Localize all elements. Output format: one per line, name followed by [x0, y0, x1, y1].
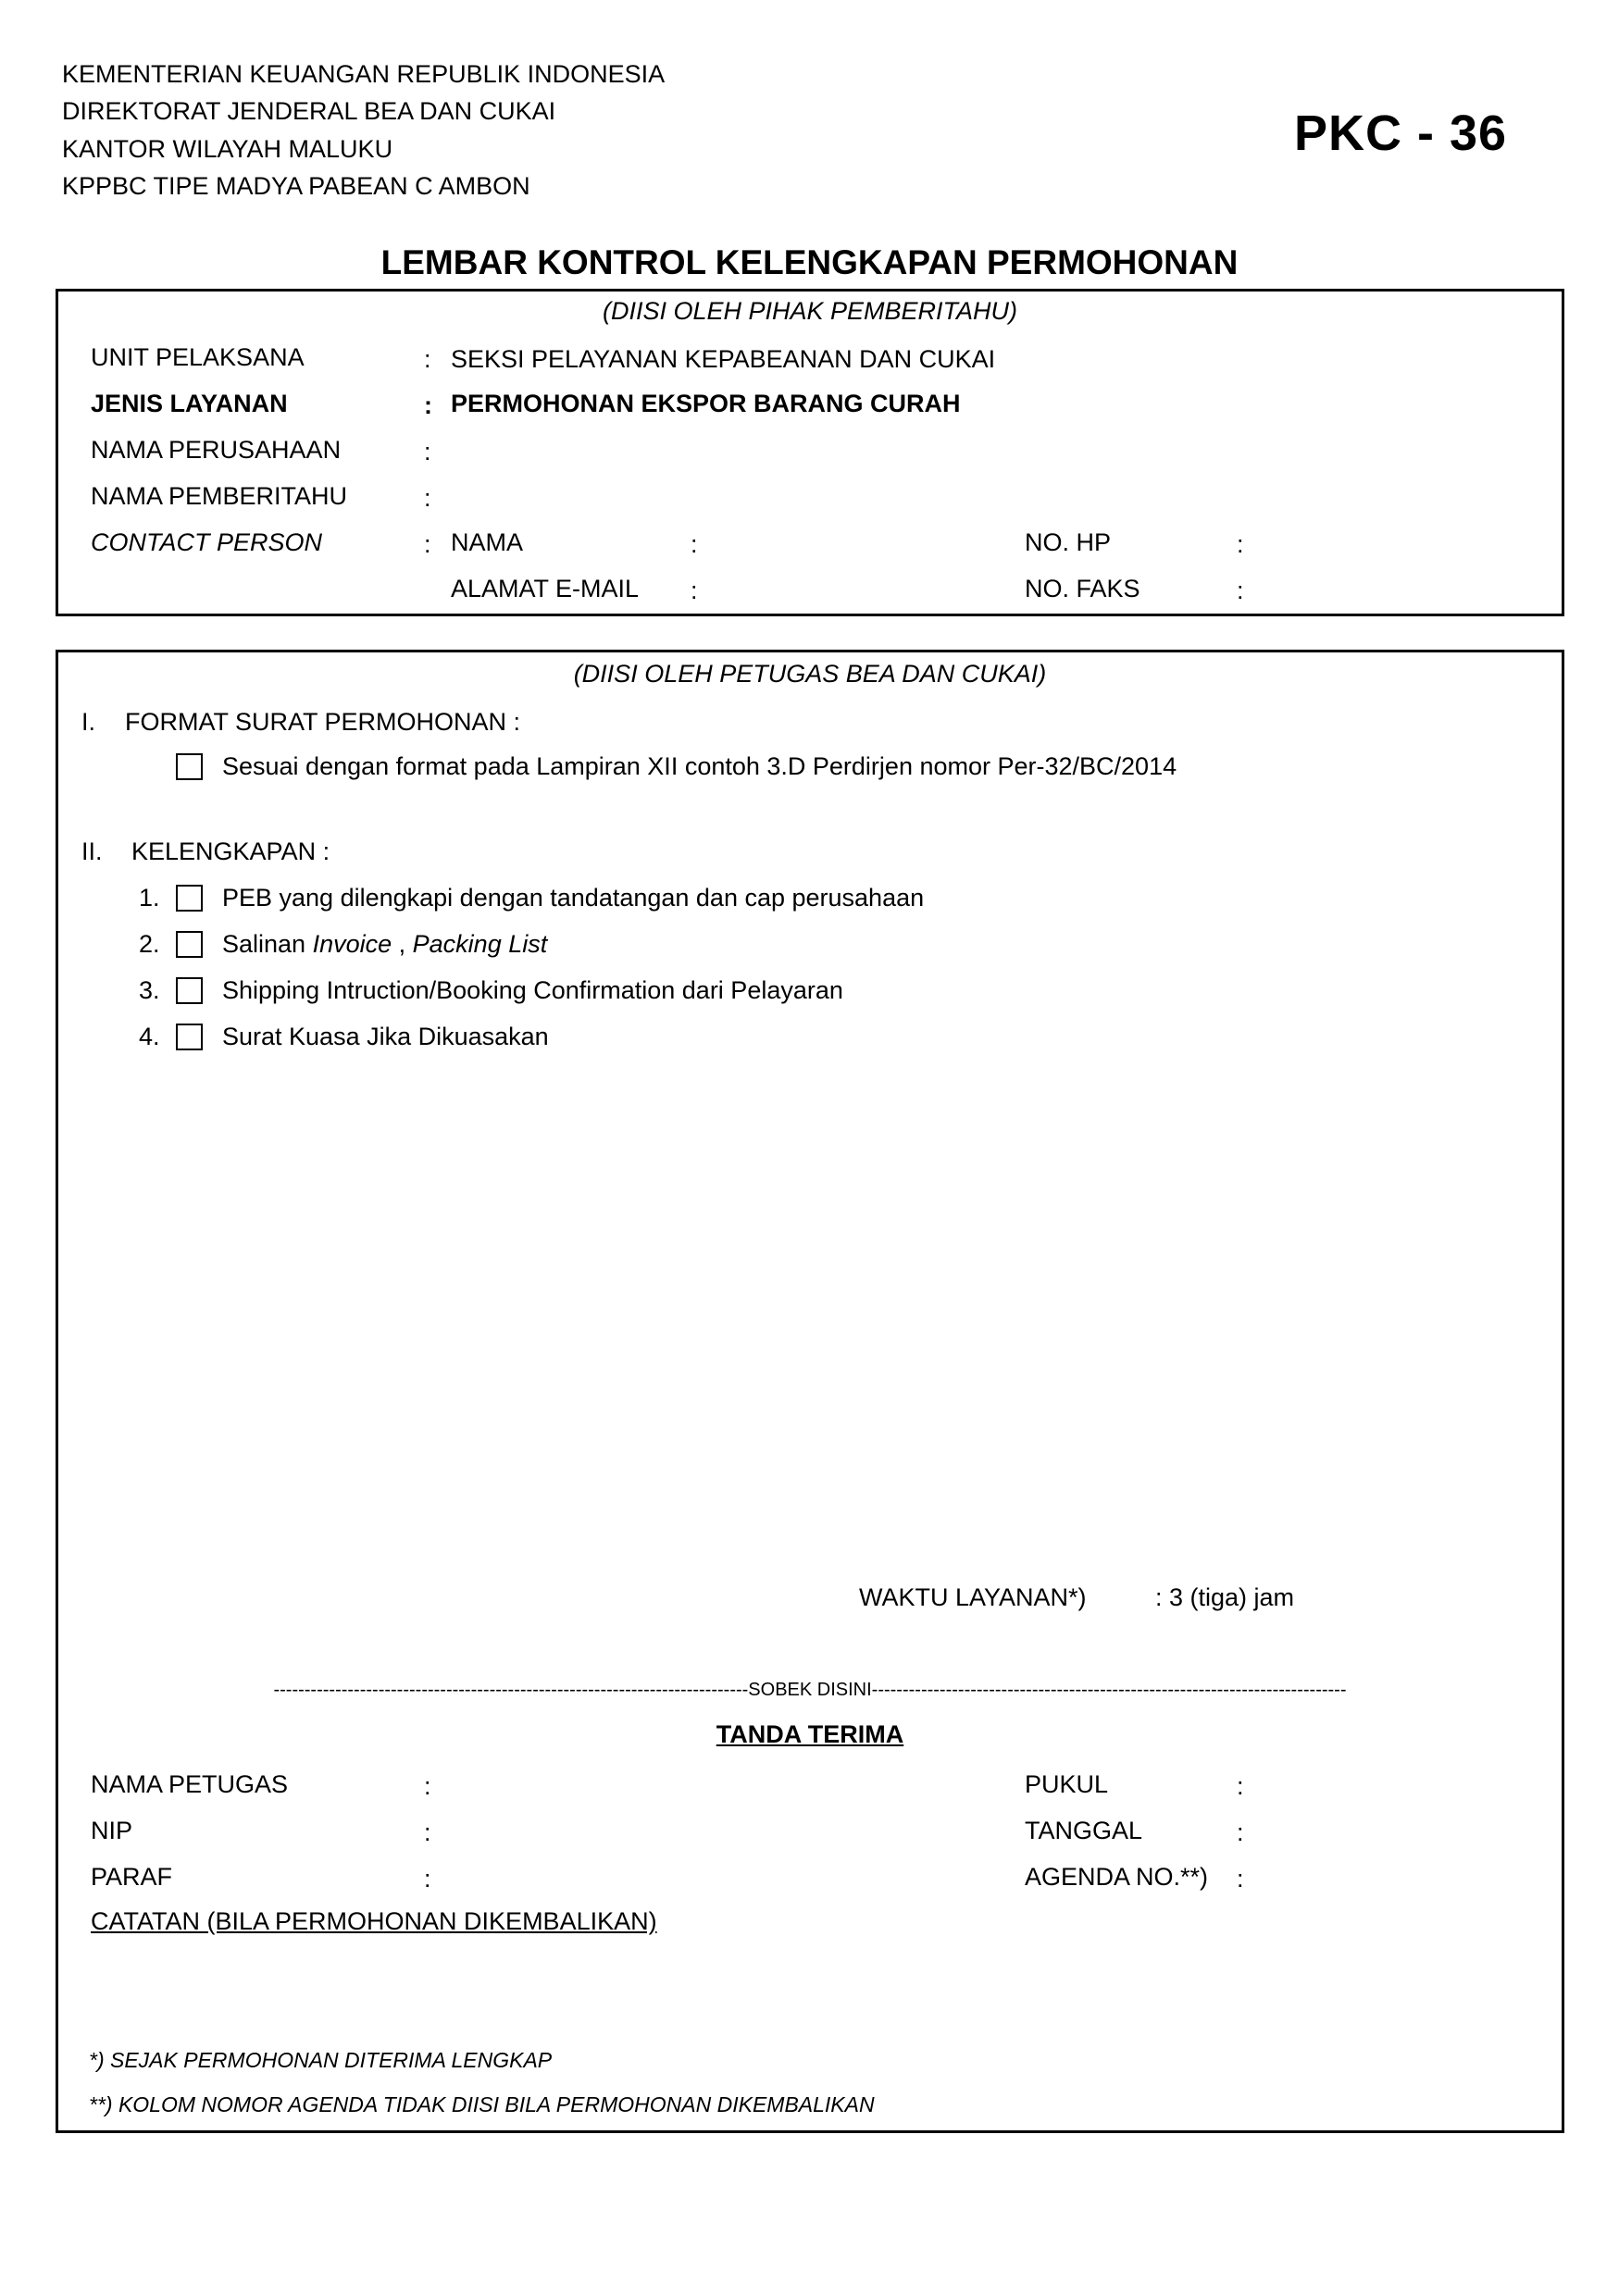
completeness-heading-number: II. [81, 838, 103, 865]
format-checkbox[interactable] [176, 753, 203, 780]
email-colon: : [691, 577, 698, 604]
agenda-number-label: AGENDA NO.**) [1025, 1863, 1209, 1891]
receipt-title: TANDA TERIMA [716, 1720, 904, 1748]
phone-label: NO. HP [1025, 528, 1112, 556]
item-2-checkbox[interactable] [176, 931, 203, 958]
directorate-name: DIREKTORAT JENDERAL BEA DAN CUKAI [62, 97, 556, 125]
contact-person-colon: : [424, 530, 431, 558]
format-item-text: Sesuai dengan format pada Lampiran XII contoh 3.D Perdirjen nomor Per-32/BC/2014 [222, 752, 1177, 780]
format-heading-number: I. [81, 708, 96, 736]
unit-label: UNIT PELAKSANA [91, 343, 305, 371]
office-name: KPPBC TIPE MADYA PABEAN C AMBON [62, 172, 530, 200]
officer-name-colon: : [424, 1772, 431, 1800]
item-4-number: 4. [139, 1023, 160, 1050]
regional-office-name: KANTOR WILAYAH MALUKU [62, 135, 393, 163]
unit-colon: : [424, 345, 431, 373]
officer-section-caption: (DIISI OLEH PETUGAS BEA DAN CUKAI) [573, 660, 1047, 688]
service-time-value: : 3 (tiga) jam [1155, 1583, 1295, 1611]
item-2-text-prefix: Salinan [222, 930, 313, 958]
item-1-number: 1. [139, 884, 160, 912]
time-label: PUKUL [1025, 1770, 1109, 1798]
footnote-1: *) SEJAK PERMOHONAN DITERIMA LENGKAP [89, 2048, 553, 2072]
item-2-text [222, 929, 547, 959]
form-code: PKC - 36 [1294, 105, 1508, 161]
item-3-text: Shipping Intruction/Booking Confirmation dari Pelayaran [222, 976, 843, 1004]
service-time-label: WAKTU LAYANAN*) [859, 1583, 1087, 1611]
item-2-invoice: Invoice [312, 930, 392, 958]
ministry-name: KEMENTERIAN KEUANGAN REPUBLIK INDONESIA [62, 60, 666, 88]
item-2-number: 2. [139, 930, 160, 958]
document-title: LEMBAR KONTROL KELENGKAPAN PERMOHONAN [380, 243, 1239, 281]
email-label: ALAMAT E-MAIL [451, 575, 640, 602]
phone-colon: : [1237, 530, 1244, 558]
date-label: TANGGAL [1025, 1817, 1143, 1844]
item-1-checkbox[interactable] [176, 885, 203, 912]
item-4-checkbox[interactable] [176, 1024, 203, 1050]
contact-name-label: NAMA [451, 528, 524, 556]
fax-colon: : [1237, 577, 1244, 604]
initial-label: PARAF [91, 1863, 173, 1891]
initial-colon: : [424, 1865, 431, 1893]
unit-value: SEKSI PELAYANAN KEPABEANAN DAN CUKAI [451, 345, 996, 373]
time-colon: : [1237, 1772, 1244, 1800]
officer-name-label: NAMA PETUGAS [91, 1770, 289, 1798]
contact-name-colon: : [691, 530, 698, 558]
footnote-2: **) KOLOM NOMOR AGENDA TIDAK DIISI BILA PERMOHONAN DIKEMBALIKAN [89, 2092, 875, 2116]
format-heading: FORMAT SURAT PERMOHONAN : [125, 708, 521, 736]
applicant-section-caption: (DIISI OLEH PIHAK PEMBERITAHU) [602, 297, 1018, 325]
service-type-label: JENIS LAYANAN [91, 390, 288, 417]
nip-label: NIP [91, 1817, 133, 1844]
item-1-text: PEB yang dilengkapi dengan tandatangan dan cap perusahaan [222, 884, 925, 912]
service-type-colon: : [424, 391, 432, 419]
item-3-number: 3. [139, 976, 160, 1004]
notifier-name-label: NAMA PEMBERITAHU [91, 482, 348, 510]
fax-label: NO. FAKS [1025, 575, 1140, 602]
item-2-separator: , [392, 930, 413, 958]
contact-person-label: CONTACT PERSON [91, 528, 323, 556]
completeness-heading: KELENGKAPAN : [131, 838, 330, 865]
tear-line: -----------------------------------------------------------------------------SOBEK DISINI----------------------------------------------------------------------------- [273, 1680, 1347, 1700]
item-3-checkbox[interactable] [176, 977, 203, 1004]
notes-label: CATATAN (BILA PERMOHONAN DIKEMBALIKAN) [91, 1907, 657, 1935]
item-4-text: Surat Kuasa Jika Dikuasakan [222, 1023, 549, 1050]
agenda-number-colon: : [1237, 1865, 1244, 1893]
date-colon: : [1237, 1818, 1244, 1846]
service-type-value: PERMOHONAN EKSPOR BARANG CURAH [451, 390, 961, 417]
notifier-name-colon: : [424, 484, 431, 512]
company-name-colon: : [424, 438, 431, 465]
company-name-label: NAMA PERUSAHAAN [91, 436, 342, 464]
nip-colon: : [424, 1818, 431, 1846]
item-2-packing-list: Packing List [412, 930, 548, 958]
